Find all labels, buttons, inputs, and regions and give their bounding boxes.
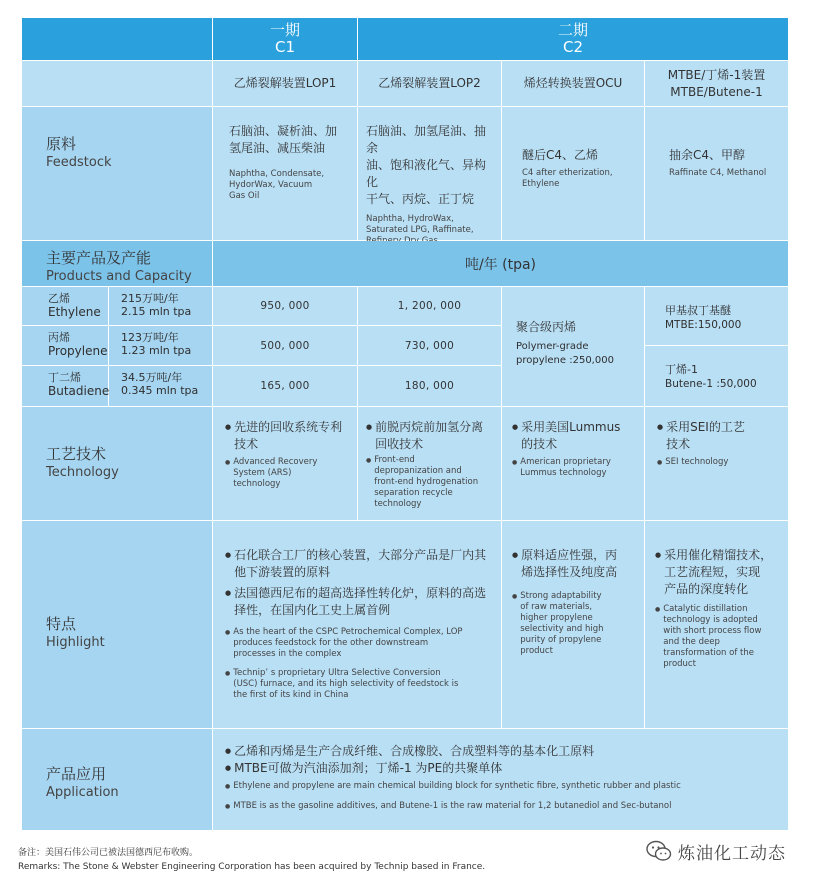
wechat-icon <box>646 840 672 862</box>
highlight-lop-en1-1: As the heart of the CSPC Petrochemical Complex, LOP <box>233 627 463 637</box>
product-butadiene-lop2: 180, 000 <box>358 366 501 406</box>
technology-lop2-zh-2: 回收技术 <box>375 437 424 451</box>
bullet-icon: ● <box>512 593 518 600</box>
feedstock-label-en: Feedstock <box>46 155 112 170</box>
application-content <box>213 729 788 830</box>
highlight-mtbe <box>645 521 788 728</box>
highlight-ocu-en-6: product <box>520 646 553 656</box>
bullet-icon: ● <box>366 457 372 464</box>
product-butene-en: Butene-1 :50,000 <box>665 378 757 390</box>
bullet-icon: ● <box>225 783 231 790</box>
unit-mtbe-zh: MTBE/丁烯-1装置 <box>667 67 766 82</box>
product-ethylene-lop1: 950, 000 <box>213 287 357 325</box>
technology-lop2-en-5: technology <box>374 499 422 509</box>
highlight-ocu-en-4: selectivity and high <box>520 624 604 634</box>
highlight-mtbe-en-4: and the deep <box>663 637 720 647</box>
phase2-header <box>358 18 788 60</box>
technology-ocu-zh-2: 的技术 <box>521 437 558 451</box>
technology-lop2-en-3: front-end hydrogenation <box>374 477 479 487</box>
unit-lop2: 乙烯裂解装置LOP2 <box>358 61 501 106</box>
feedstock-mtbe-en: Raffinate C4, Methanol <box>669 168 767 178</box>
watermark <box>646 836 818 866</box>
product-ethylene-lop2: 1, 200, 000 <box>358 287 501 325</box>
products-unit: 吨/年 (tpa) <box>213 241 788 286</box>
bullet-icon: ● <box>655 606 661 613</box>
bullet-icon: ● <box>225 423 232 431</box>
bullet-icon: ● <box>657 423 664 431</box>
highlight-mtbe-zh-2: 工艺流程短，实现 <box>664 565 761 579</box>
highlight-ocu-zh-1: 原料适应性强，丙 <box>521 548 618 562</box>
product-ocu-en-1: Polymer-grade <box>516 341 589 352</box>
products-label-zh: 主要产品及产能 <box>46 249 152 267</box>
product-row-butadiene-name <box>22 366 108 406</box>
bullet-icon: ● <box>225 764 232 772</box>
highlight-lop-en1-2: produces feedstock for the other downstream <box>233 638 429 648</box>
application-label <box>22 729 212 830</box>
technology-lop2-en-1: Front-end <box>374 455 415 465</box>
technology-ocu <box>502 407 644 520</box>
highlight-mtbe-zh-3: 产品的深度转化 <box>664 582 749 596</box>
unit-mtbe <box>645 61 788 106</box>
bullet-icon: ● <box>225 629 231 636</box>
highlight-lop-zh1-2: 他下游装置的原料 <box>234 565 331 579</box>
highlight-label-zh: 特点 <box>46 615 77 633</box>
feedstock-lop1-en-3: Gas Oil <box>229 191 260 201</box>
product-butadiene-zh: 丁二烯 <box>48 371 81 384</box>
highlight-mtbe-en-5: transformation of the <box>663 648 754 658</box>
highlight-ocu-en-3: higher propylene <box>520 613 593 623</box>
highlight-lop-en1-3: processes in the complex <box>233 649 342 659</box>
technology-ocu-zh-1: 采用美国Lummus <box>521 420 621 434</box>
feedstock-mtbe-zh: 抽余C4、甲醇 <box>669 148 746 162</box>
unit-lop1: 乙烯裂解装置LOP1 <box>213 61 357 106</box>
highlight-ocu-zh-2: 烯选择性及纯度高 <box>521 565 618 579</box>
remarks-en: Remarks: The Stone & Webster Engineering Corporation has been acquired by Technip based in France. <box>18 862 486 872</box>
feedstock-lop1-zh-1: 石脑油、凝析油、加 <box>229 124 338 138</box>
products-label <box>22 241 212 286</box>
technology-lop1-en-2: System (ARS) <box>233 468 292 478</box>
product-ethylene-cap-en: 2.15 mln tpa <box>121 305 192 318</box>
highlight-lop-zh2-2: 择性，在国内化工史上属首例 <box>234 603 391 617</box>
feedstock-label <box>22 107 212 240</box>
application-en-2: MTBE is as the gasoline additives, and Butene-1 is the raw material for 1,2 butanediol and Sec-butanol <box>233 801 672 811</box>
feedstock-lop1-zh-2: 氢尾油、减压柴油 <box>229 141 326 155</box>
highlight-mtbe-en-6: product <box>663 659 696 669</box>
highlight-mtbe-zh-1: 采用催化精馏技术， <box>664 548 773 562</box>
product-propylene-lop1: 500, 000 <box>213 326 357 365</box>
highlight-ocu-en-1: Strong adaptability <box>520 591 602 601</box>
product-row-butadiene-cap <box>109 366 212 406</box>
products-label-en: Products and Capacity <box>46 269 192 284</box>
highlight-ocu <box>502 521 644 728</box>
phase2-code: C2 <box>562 38 584 56</box>
feedstock-ocu <box>502 107 644 240</box>
highlight-lop-en2-1: Technip’ s proprietary Ultra Selective Conversion <box>233 668 441 678</box>
product-butadiene-cap-zh: 34.5万吨/年 <box>121 371 183 384</box>
unit-row-blank <box>22 61 212 106</box>
phase1-code: C1 <box>274 38 296 56</box>
bullet-icon: ● <box>655 551 662 559</box>
bullet-icon: ● <box>225 747 232 755</box>
unit-mtbe-en: MTBE/Butene-1 <box>670 84 763 99</box>
remarks-zh: 备注：美国石伟公司已被法国德西尼布收购。 <box>18 848 199 858</box>
phase1-zh: 一期 <box>269 21 300 39</box>
feedstock-lop1-en-2: HydorWax, Vacuum <box>229 180 313 190</box>
product-row-propylene-name <box>22 326 108 365</box>
highlight-lop-zh2-1: 法国德西尼布的超高选择性转化炉，原料的高选 <box>234 586 487 600</box>
product-butadiene-en: Butadiene <box>48 384 110 398</box>
technology-label-en: Technology <box>46 465 119 480</box>
feedstock-label-zh: 原料 <box>46 135 77 153</box>
bullet-icon: ● <box>657 459 663 466</box>
feedstock-mtbe <box>645 107 788 240</box>
product-ocu-zh: 聚合级丙烯 <box>516 320 577 334</box>
product-butadiene-cap-en: 0.345 mln tpa <box>121 384 199 397</box>
technology-ocu-en-1: American proprietary <box>520 457 611 467</box>
product-propylene-zh: 丙烯 <box>48 331 70 344</box>
feedstock-ocu-en-1: C4 after etherization, <box>522 168 613 178</box>
technology-lop2-en-2: depropanization and <box>374 466 462 476</box>
product-propylene-cap-zh: 123万吨/年 <box>121 331 179 344</box>
product-ethylene-zh: 乙烯 <box>48 292 70 305</box>
product-butadiene-lop1: 165, 000 <box>213 366 357 406</box>
bullet-icon: ● <box>366 423 373 431</box>
technology-lop1-zh-2: 技术 <box>234 437 259 451</box>
technology-ocu-en-2: Lummus technology <box>520 468 607 478</box>
phase1-header <box>213 18 357 60</box>
feedstock-lop2-zh-2: 油、饱和液化气、异构化 <box>366 158 487 189</box>
highlight-ocu-en-5: purity of propylene <box>520 635 602 645</box>
highlight-mtbe-en-2: technology is adopted <box>663 615 758 625</box>
bullet-icon: ● <box>225 803 231 810</box>
technology-lop1-en-1: Advanced Recovery <box>233 457 318 467</box>
application-label-zh: 产品应用 <box>46 765 107 783</box>
product-butene-zh: 丁烯-1 <box>665 363 698 376</box>
bullet-icon: ● <box>225 551 232 559</box>
product-mtbe-en: MTBE:150,000 <box>665 319 742 331</box>
feedstock-lop2-en-1: Naphtha, HydroWax, <box>366 214 454 224</box>
feedstock-lop2-zh-3: 干气、丙烷、正丁烷 <box>366 192 475 206</box>
highlight-lop-zh1-1: 石化联合工厂的核心装置，大部分产品是厂内其 <box>234 548 487 562</box>
highlight-label <box>22 521 212 728</box>
bullet-icon: ● <box>225 589 232 597</box>
product-ocu-en-2: propylene :250,000 <box>516 355 614 366</box>
feedstock-lop1-en-1: Naphtha, Condensate, <box>229 169 325 179</box>
product-mtbe <box>645 287 788 345</box>
bullet-icon: ● <box>512 551 519 559</box>
feedstock-lop2-en-2: Saturated LPG, Raffinate, <box>366 225 474 235</box>
product-row-ethylene-name <box>22 287 108 325</box>
product-propylene-lop2: 730, 000 <box>358 326 501 365</box>
technology-label-zh: 工艺技术 <box>46 445 107 463</box>
feedstock-ocu-en-2: Ethylene <box>522 179 560 189</box>
application-zh-1: 乙烯和丙烯是生产合成纤维、合成橡胶、合成塑料等的基本化工原料 <box>234 744 595 758</box>
technology-lop2-en-4: separation recycle <box>374 488 453 498</box>
header-blank <box>22 18 212 60</box>
highlight-lop-en2-2: (USC) furnace, and its high selectivity of feedstock is <box>233 679 459 689</box>
technology-lop1-zh-1: 先进的回收系统专利 <box>234 420 343 434</box>
technology-lop1 <box>213 407 357 520</box>
feedstock-ocu-zh: 醚后C4、乙烯 <box>522 148 599 162</box>
phase2-zh: 二期 <box>557 21 588 39</box>
technology-mtbe-en: SEI technology <box>665 457 729 467</box>
bullet-icon: ● <box>225 459 231 466</box>
highlight-lop <box>213 521 501 728</box>
highlight-ocu-en-2: of raw materials, <box>520 602 593 612</box>
technology-label <box>22 407 212 520</box>
bullet-icon: ● <box>512 459 518 466</box>
watermark-text: 炼油化工动态 <box>678 843 786 864</box>
feedstock-lop2 <box>358 107 501 240</box>
product-butene <box>645 346 788 406</box>
product-ethylene-cap-zh: 215万吨/年 <box>121 292 179 305</box>
technology-mtbe-zh-2: 技术 <box>666 437 691 451</box>
feedstock-lop1 <box>213 107 357 240</box>
technology-mtbe-zh-1: 采用SEI的工艺 <box>666 420 745 434</box>
bullet-icon: ● <box>512 423 519 431</box>
technology-lop2-zh-1: 前脱丙烷前加氢分离 <box>375 420 484 434</box>
product-ocu <box>502 287 644 406</box>
highlight-label-en: Highlight <box>46 635 105 650</box>
unit-ocu: 烯烃转换装置OCU <box>502 61 644 106</box>
bullet-icon: ● <box>225 670 231 677</box>
application-label-en: Application <box>46 785 119 800</box>
highlight-mtbe-en-1: Catalytic distillation <box>663 604 748 614</box>
product-ethylene-en: Ethylene <box>48 305 101 319</box>
highlight-lop-en2-3: the first of its kind in China <box>233 690 349 700</box>
product-mtbe-zh: 甲基叔丁基醚 <box>665 304 731 317</box>
technology-lop2 <box>358 407 501 520</box>
technology-lop1-en-3: technology <box>233 479 281 489</box>
product-propylene-en: Propylene <box>48 344 108 358</box>
technology-mtbe <box>645 407 788 520</box>
product-row-propylene-cap <box>109 326 212 365</box>
application-en-1: Ethylene and propylene are main chemical building block for synthetic fibre, synthetic rubber and plastic <box>233 781 681 791</box>
product-propylene-cap-en: 1.23 mln tpa <box>121 344 192 357</box>
highlight-mtbe-en-3: with short process flow <box>663 626 762 636</box>
feedstock-lop2-zh-1: 石脑油、加氢尾油、抽余 <box>366 124 487 155</box>
application-zh-2: MTBE可做为汽油添加剂；丁烯-1 为PE的共聚单体 <box>234 761 503 775</box>
product-row-ethylene-cap <box>109 287 212 325</box>
